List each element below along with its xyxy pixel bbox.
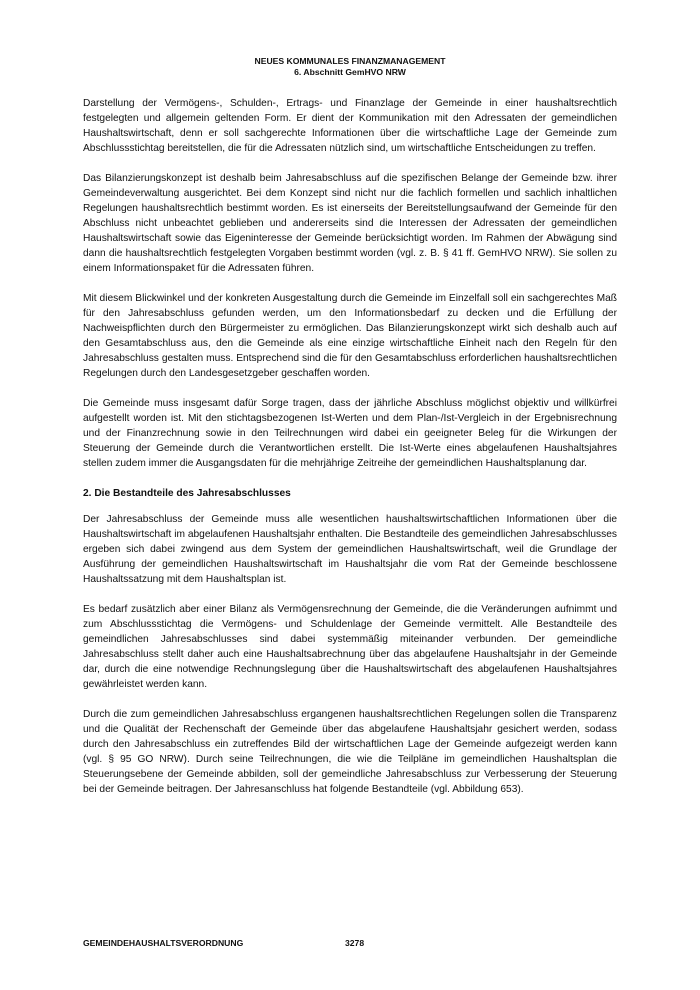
header-title: NEUES KOMMUNALES FINANZMANAGEMENT bbox=[254, 56, 446, 66]
section-heading: 2. Die Bestandteile des Jahresabschlusses bbox=[83, 488, 291, 499]
header-subtitle: 6. Abschnitt GemHVO NRW bbox=[294, 67, 406, 77]
paragraph-5: Der Jahresabschluss der Gemeinde muss alle wesentlichen haushaltswirtschaftlichen Informationen über die Haushaltswirtschaft im abgelaufenen Haushaltsjahr enthalten. Die Bestandteile des gemeindlichen Jahresabschlusses ergeben sich dabei zwingend aus dem System der gemeindlichen Haushaltswirtschaft, weil die Grundlage der Ausführung der gemeindlichen Haushaltswirtschaft im Haushaltsjahr die vom Rat der Gemeinde beschlossene Haushaltssatzung mit dem Haushaltsplan ist. bbox=[83, 514, 617, 585]
footer-label: GEMEINDEHAUSHALTSVERORDNUNG bbox=[83, 938, 244, 948]
page-header bbox=[0, 56, 700, 78]
paragraph-2: Das Bilanzierungskonzept ist deshalb beim Jahresabschluss auf die spezifischen Belange der Gemeinde bzw. ihrer Gemeindeverwaltung ausgerichtet. Bei dem Konzept sind nicht nur die fachlich formellen und sachlich inhaltlichen Regelungen haushaltsrechtlich bestimmt worden. Es ist einerseits der Bereitstellungsaufwand der Gemeinde für den Abschluss nicht unbeachtet geblieben und andererseits sind die Interessen der Adressaten der gemeindlichen Haushaltswirtschaft sowie das Eigeninteresse der Gemeinde berücksichtigt worden. Im Rahmen der Abwägung sind dann die haushaltsrechtlich festgelegten Vorgaben bestimmt worden (vgl. z. B. § 41 ff. GemHVO NRW). Sie sollen zu einem Informationspaket für die Adressaten führen. bbox=[83, 173, 617, 274]
paragraph-4: Die Gemeinde muss insgesamt dafür Sorge tragen, dass der jährliche Abschluss möglichst objektiv und willkürfrei aufgestellt worden ist. Mit den stichtagsbezogenen Ist-Werten und dem Plan-/Ist-Vergleich in der Ergebnisrechnung und der Finanzrechnung sowie in den Teilrechnungen wird dabei ein geeigneter Beleg für die Wirkungen der Steuerung der Gemeinde durch die Verantwortlichen erstellt. Die Ist-Werte eines abgelaufenen Haushaltsjahres stellen zudem immer die Ausgangsdaten für die mehrjährige Zeitreihe der gemeindlichen Haushaltsplanung dar. bbox=[83, 398, 617, 469]
page-footer bbox=[83, 938, 365, 948]
paragraph-7: Durch die zum gemeindlichen Jahresabschluss ergangenen haushaltsrechtlichen Regelungen sollen die Transparenz und die Qualität der Rechenschaft der Gemeinde über das abgelaufene Haushaltsjahr gesichert werden, sodass durch den Jahresabschluss ein zutreffendes Bild der wirtschaftlichen Lage der Gemeinde aufgezeigt werden kann (vgl. § 95 GO NRW). Durch seine Teilrechnungen, die wie die Teilpläne im gemeindlichen Haushaltsplan die Steuerungsebene der Gemeinde abbilden, soll der gemeindliche Jahresabschluss zur Verbesserung der Steuerung bei der Gemeinde beitragen. Der Jahresanschluss hat folgende Bestandteile (vgl. Abbildung 653). bbox=[83, 709, 617, 795]
paragraph-6: Es bedarf zusätzlich aber einer Bilanz als Vermögensrechnung der Gemeinde, die die Veränderungen aufnimmt und zum Abschlussstichtag die Vermögens- und Schuldenlage der Gemeinde vermittelt. Alle Bestandteile des gemeindlichen Jahresabschlusses sind dabei systemmäßig miteinander verbunden. Der gemeindliche Jahresabschluss stellt daher auch eine Haushaltsabrechnung über das abgelaufene Haushaltsjahr in der Gemeinde dar, durch die eine notwendige Rechnungslegung über die Haushaltswirtschaft des abgelaufenen Haushaltsjahres gewährleistet werden kann. bbox=[83, 604, 617, 690]
document-body bbox=[83, 96, 617, 812]
paragraph-1: Darstellung der Vermögens-, Schulden-, Ertrags- und Finanzlage der Gemeinde in einer haushaltsrechtlich festgelegten und allgemein geltenden Form. Er dient der Kommunikation mit den Adressaten der gemeindlichen Haushaltswirtschaft, denn er soll sachgerechte Informationen über die wirtschaftliche Lage der Gemeinde zum Abschlussstichtag bereitstellen, die für die Adressaten nützlich sind, um wirtschaftliche Entscheidungen zu treffen. bbox=[83, 98, 617, 154]
page-number: 3278 bbox=[345, 938, 365, 948]
paragraph-3: Mit diesem Blickwinkel und der konkreten Ausgestaltung durch die Gemeinde im Einzelfall soll ein sachgerechtes Maß für den Jahresabschluss gefunden werden, um den Informationsbedarf zu decken und die Erfüllung der Nachweispflichten durch den Bürgermeister zu ermöglichen. Das Bilanzierungskonzept wirkt sich deshalb auch auf den Gesamtabschluss aus, den die Gemeinde als eine einzige wirtschaftliche Einheit nach den Regeln für den Jahresabschluss gestalten muss. Entsprechend sind die für den Gesamtabschluss erforderlichen haushaltsrechtlichen Regelungen durch den Landesgesetzgeber geschaffen worden. bbox=[83, 293, 617, 379]
